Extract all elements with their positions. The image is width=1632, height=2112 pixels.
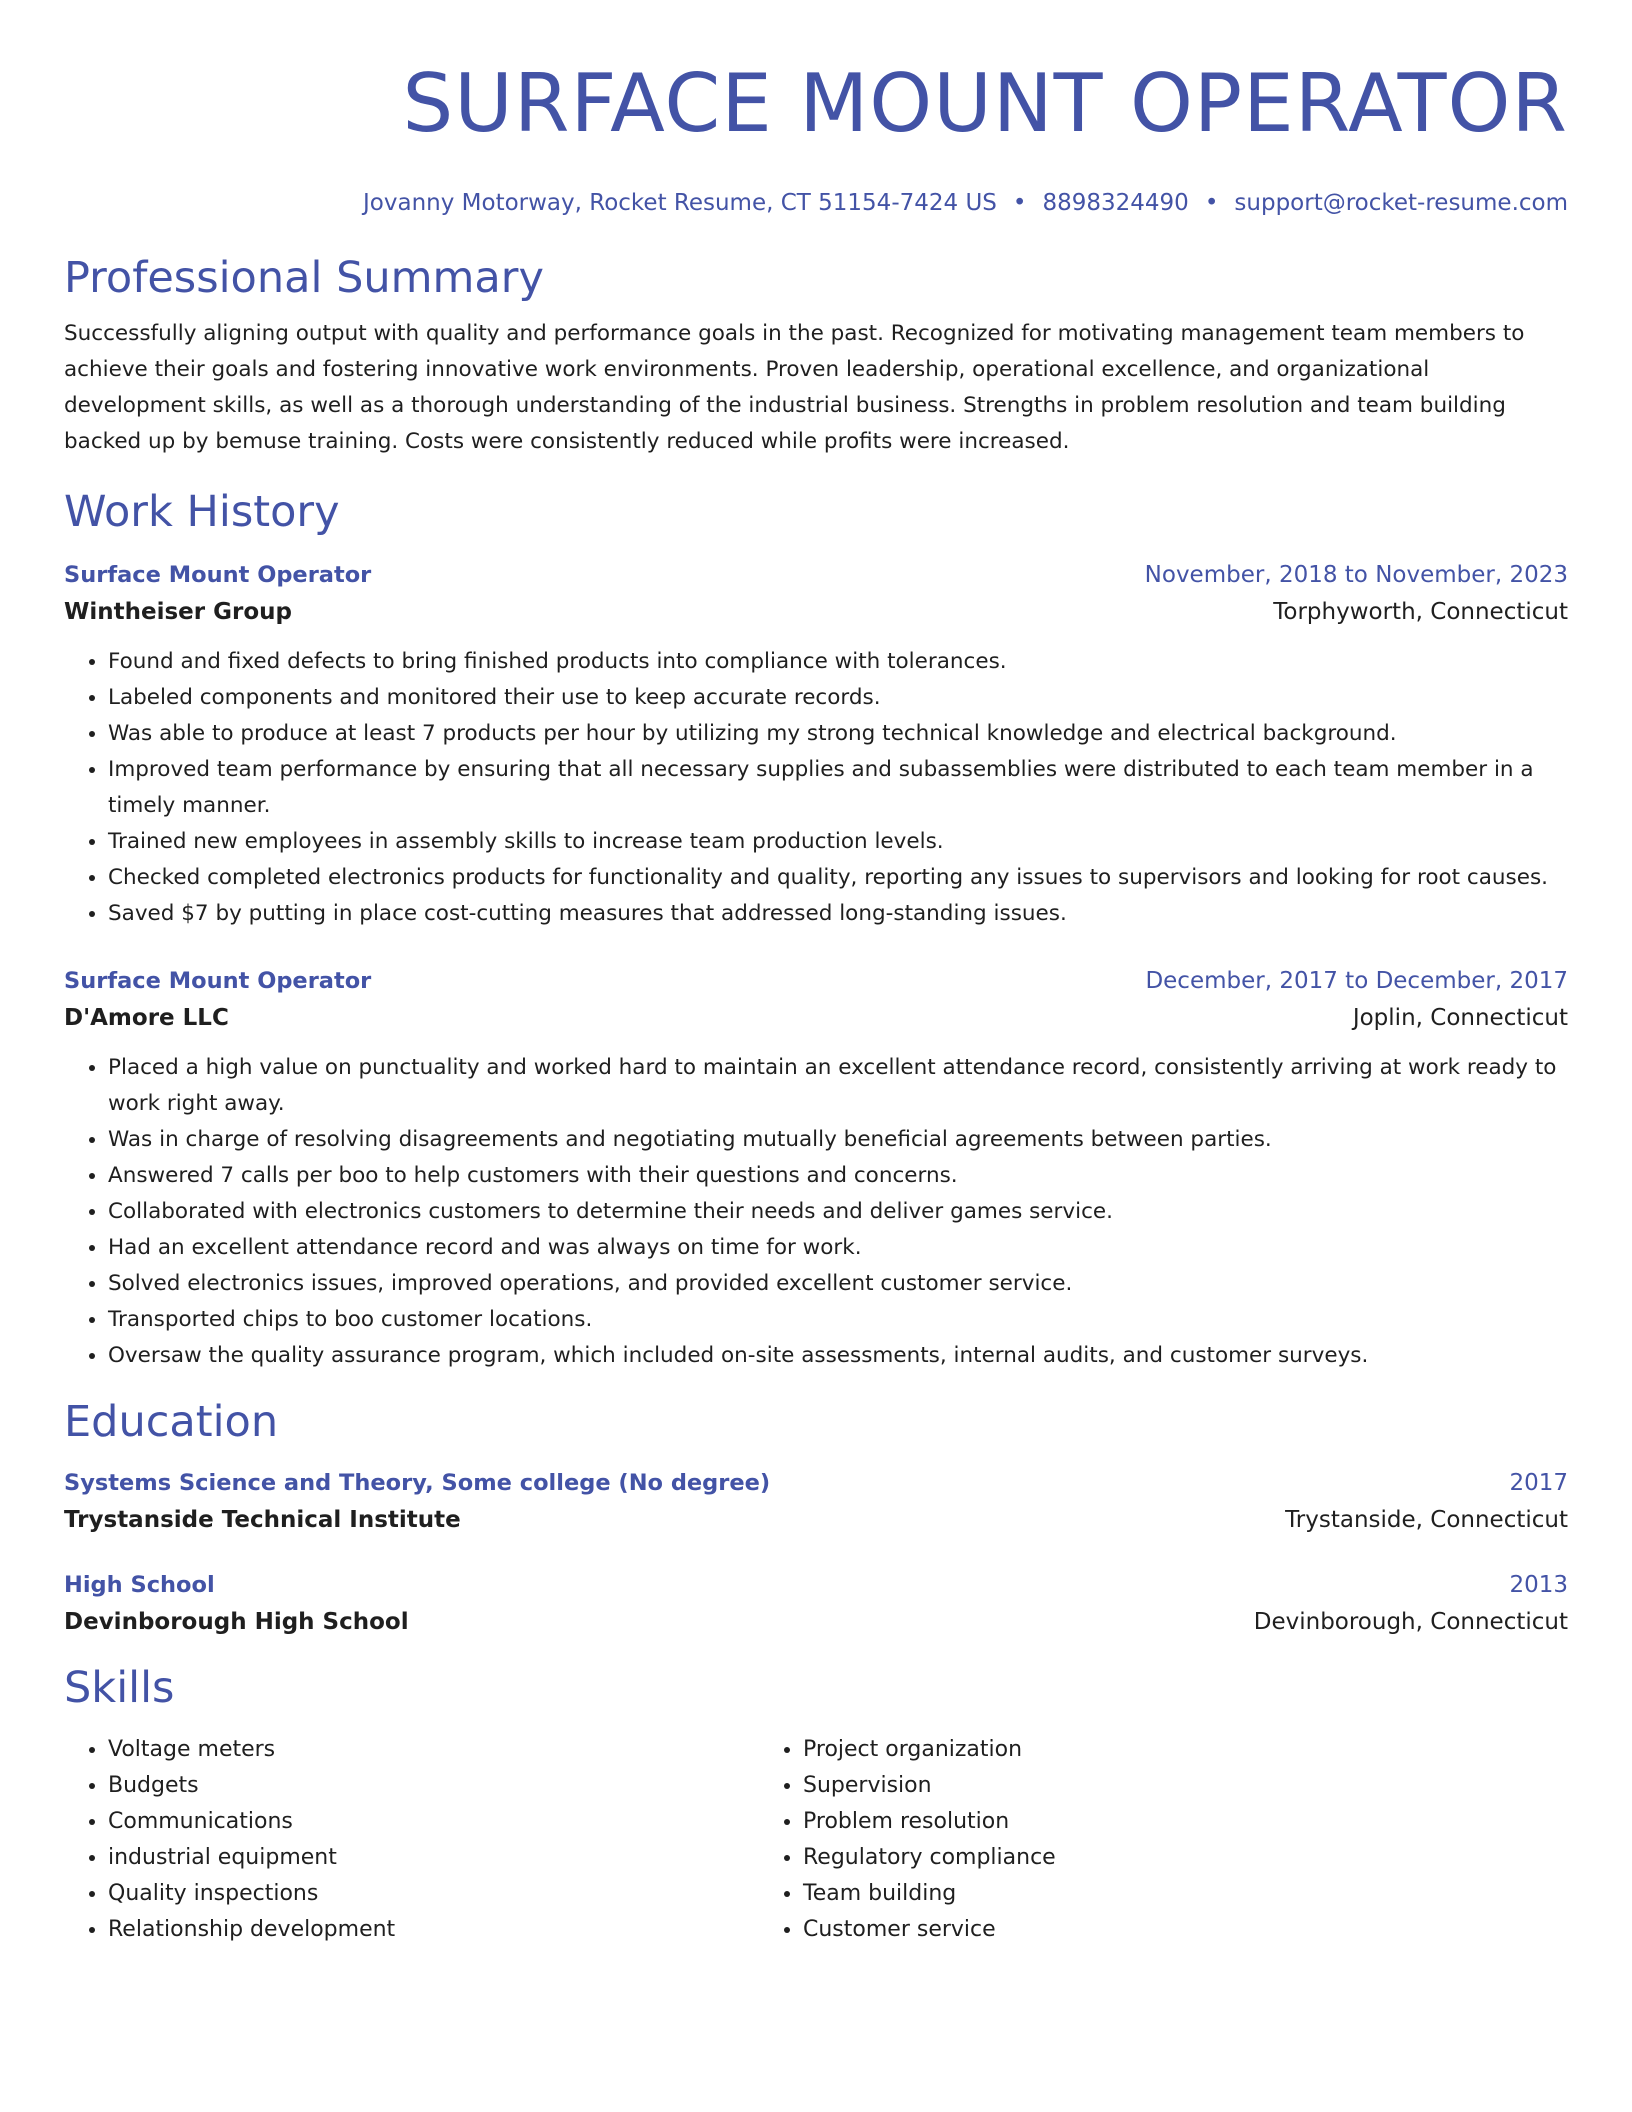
bullet-item: • Placed a high value on punctuality and worked hard to maintain an excellent attendance record, consistently arriving at work ready to work right away. xyxy=(108,1050,1568,1122)
skill-item: • Project organization xyxy=(803,1732,1454,1768)
school-location: Devinborough, Connecticut xyxy=(1253,1609,1568,1635)
skill-item: • Budgets xyxy=(108,1768,759,1804)
summary-text: Successfully aligning output with quality and performance goals in the past. Recognized for motivating management team members to achieve their goals and fostering innovative work environments. Proven leadership, operational excellence, and organizational development skills, as well as a thorough understanding of the industrial business. Strengths in problem resolution and team building backed up by bemuse training. Costs were consistently reduced while profits were increased. xyxy=(64,321,1525,454)
candidate-name: SURFACE MOUNT OPERATOR xyxy=(402,57,1568,150)
job-location: Torphyworth, Connecticut xyxy=(1273,599,1568,625)
skill-item: • Customer service xyxy=(803,1912,1454,1948)
company-name: Wintheiser Group xyxy=(64,599,292,625)
bullet-item: • Improved team performance by ensuring that all necessary supplies and subassemblies were distributed to each team member in a timely manner. xyxy=(108,752,1568,824)
job-title: Surface Mount Operator xyxy=(64,968,372,994)
bullet-item: • Solved electronics issues, improved operations, and provided excellent customer service. xyxy=(108,1266,1568,1302)
bullet-item: • Found and fixed defects to bring finished products into compliance with tolerances. xyxy=(108,644,1568,680)
education-entry xyxy=(64,1566,1568,1640)
job-bullets xyxy=(64,644,1568,932)
degree: Systems Science and Theory, Some college (No degree) xyxy=(64,1470,771,1496)
skills-column-left xyxy=(64,1732,759,1948)
bullet-item: • Labeled components and monitored their use to keep accurate records. xyxy=(108,680,1568,716)
job-company-row xyxy=(64,594,1568,630)
phone: 8898324490 xyxy=(1042,190,1189,216)
bullet-item: • Trained new employees in assembly skills to increase team production levels. xyxy=(108,824,1568,860)
education-entry xyxy=(64,1464,1568,1538)
job-header-row xyxy=(64,962,1568,1000)
bullet-item: • Checked completed electronics products for functionality and quality, reporting any issues to supervisors and looking for root causes. xyxy=(108,860,1568,896)
company-name: D'Amore LLC xyxy=(64,1005,229,1031)
job-dates: December, 2017 to December, 2017 xyxy=(1145,968,1568,994)
section-title-skills: Skills xyxy=(64,1663,175,1713)
bullet-item: • Oversaw the quality assurance program, which included on-site assessments, internal audits, and customer surveys. xyxy=(108,1338,1568,1374)
separator-dot: • xyxy=(1204,190,1219,216)
school-name: Devinborough High School xyxy=(64,1609,409,1635)
contact-line xyxy=(64,188,1568,218)
job-company-row xyxy=(64,1000,1568,1036)
graduation-year: 2017 xyxy=(1509,1470,1568,1496)
job-header-row xyxy=(64,556,1568,594)
separator-dot: • xyxy=(1012,190,1027,216)
bullet-item: • Had an excellent attendance record and was always on time for work. xyxy=(108,1230,1568,1266)
section-title-work-history: Work History xyxy=(64,487,340,537)
bullet-item: • Answered 7 calls per boo to help customers with their questions and concerns. xyxy=(108,1158,1568,1194)
bullet-item: • Was in charge of resolving disagreements and negotiating mutually beneficial agreements between parties. xyxy=(108,1122,1568,1158)
address: Jovanny Motorway, Rocket Resume, CT 51154-7424 US xyxy=(363,190,997,216)
section-title-education: Education xyxy=(64,1397,279,1447)
education-header-row xyxy=(64,1464,1568,1502)
skills-column-right xyxy=(759,1732,1454,1948)
education-header-row xyxy=(64,1566,1568,1604)
bullet-item: • Was able to produce at least 7 products per hour by utilizing my strong technical knowledge and electrical background. xyxy=(108,716,1568,752)
degree: High School xyxy=(64,1572,215,1598)
bullet-item: • Transported chips to boo customer locations. xyxy=(108,1302,1568,1338)
skill-item: • industrial equipment xyxy=(108,1840,759,1876)
skills-grid xyxy=(64,1732,1568,1948)
job-entry xyxy=(64,962,1568,1374)
skill-item: • Regulatory compliance xyxy=(803,1840,1454,1876)
skill-item: • Relationship development xyxy=(108,1912,759,1948)
skill-item: • Quality inspections xyxy=(108,1876,759,1912)
education-school-row xyxy=(64,1502,1568,1538)
skill-item: • Team building xyxy=(803,1876,1454,1912)
graduation-year: 2013 xyxy=(1509,1572,1568,1598)
email-link[interactable]: support@rocket-resume.com xyxy=(1234,190,1568,216)
school-name: Trystanside Technical Institute xyxy=(64,1507,461,1533)
job-bullets xyxy=(64,1050,1568,1374)
section-title-summary: Professional Summary xyxy=(64,253,544,303)
job-dates: November, 2018 to November, 2023 xyxy=(1144,562,1568,588)
skill-item: • Problem resolution xyxy=(803,1804,1454,1840)
bullet-item: • Collaborated with electronics customers to determine their needs and deliver games service. xyxy=(108,1194,1568,1230)
skill-item: • Voltage meters xyxy=(108,1732,759,1768)
school-location: Trystanside, Connecticut xyxy=(1285,1507,1568,1533)
skill-item: • Supervision xyxy=(803,1768,1454,1804)
bullet-item: • Saved $7 by putting in place cost-cutting measures that addressed long-standing issues. xyxy=(108,896,1568,932)
job-title: Surface Mount Operator xyxy=(64,562,372,588)
skill-item: • Communications xyxy=(108,1804,759,1840)
resume-header xyxy=(64,56,1568,218)
education-school-row xyxy=(64,1604,1568,1640)
job-location: Joplin, Connecticut xyxy=(1352,1005,1568,1031)
job-entry xyxy=(64,556,1568,932)
